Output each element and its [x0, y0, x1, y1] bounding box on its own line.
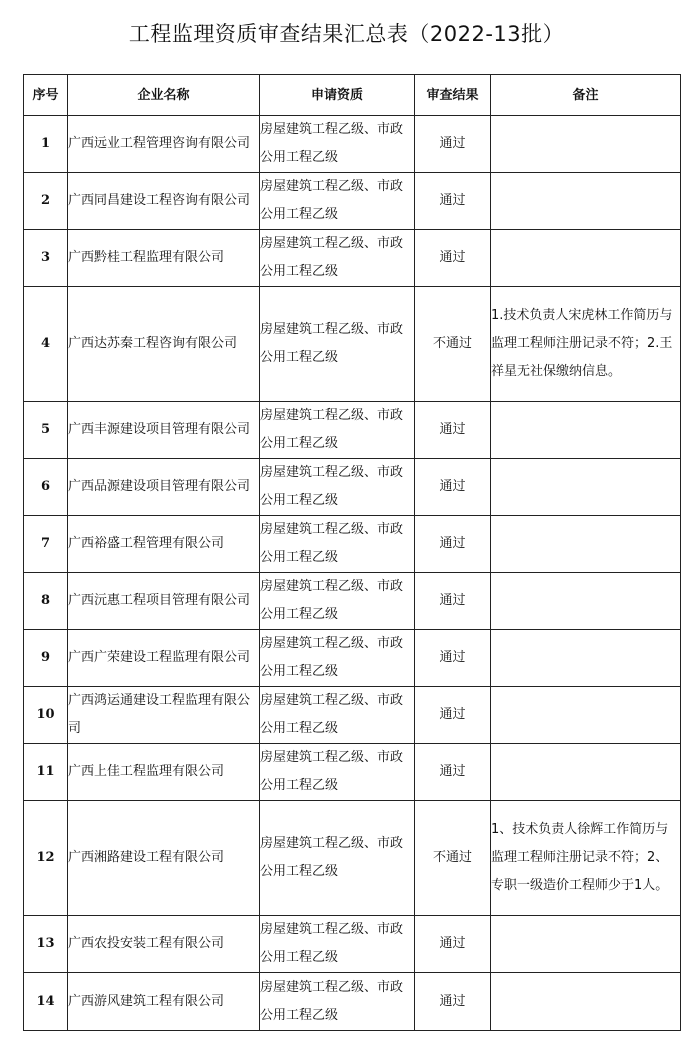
row-company: 广西丰源建设项目管理有限公司 [68, 402, 260, 459]
header-result: 审查结果 [415, 75, 491, 116]
row-result: 通过 [415, 973, 491, 1031]
row-company: 广西同昌建设工程咨询有限公司 [68, 173, 260, 230]
row-qualification: 房屋建筑工程乙级、市政公用工程乙级 [260, 573, 415, 630]
row-no: 11 [24, 744, 68, 801]
row-note [491, 116, 681, 173]
row-company: 广西广荣建设工程监理有限公司 [68, 630, 260, 687]
header-no: 序号 [24, 75, 68, 116]
row-note [491, 402, 681, 459]
row-no: 4 [24, 287, 68, 402]
row-no: 8 [24, 573, 68, 630]
table-row [24, 459, 681, 516]
results-table [23, 74, 681, 1031]
row-qualification: 房屋建筑工程乙级、市政公用工程乙级 [260, 116, 415, 173]
row-result: 不通过 [415, 801, 491, 916]
row-result: 通过 [415, 516, 491, 573]
table-row [24, 687, 681, 744]
table-row [24, 801, 681, 916]
table-row [24, 630, 681, 687]
row-result: 通过 [415, 916, 491, 973]
row-qualification: 房屋建筑工程乙级、市政公用工程乙级 [260, 173, 415, 230]
row-company: 广西鸿运通建设工程监理有限公司 [68, 687, 260, 744]
row-company: 广西黔桂工程监理有限公司 [68, 230, 260, 287]
header-qualification: 申请资质 [260, 75, 415, 116]
row-company: 广西上佳工程监理有限公司 [68, 744, 260, 801]
row-no: 7 [24, 516, 68, 573]
table-row [24, 230, 681, 287]
header-company: 企业名称 [68, 75, 260, 116]
row-note [491, 173, 681, 230]
row-no: 5 [24, 402, 68, 459]
table-row [24, 516, 681, 573]
row-no: 9 [24, 630, 68, 687]
row-no: 2 [24, 173, 68, 230]
row-no: 12 [24, 801, 68, 916]
row-company: 广西达苏秦工程咨询有限公司 [68, 287, 260, 402]
row-company: 广西裕盛工程管理有限公司 [68, 516, 260, 573]
table-row [24, 402, 681, 459]
row-note [491, 230, 681, 287]
row-result: 通过 [415, 116, 491, 173]
row-note [491, 687, 681, 744]
table-row [24, 744, 681, 801]
row-qualification: 房屋建筑工程乙级、市政公用工程乙级 [260, 230, 415, 287]
row-result: 通过 [415, 744, 491, 801]
row-no: 10 [24, 687, 68, 744]
row-qualification: 房屋建筑工程乙级、市政公用工程乙级 [260, 459, 415, 516]
row-qualification: 房屋建筑工程乙级、市政公用工程乙级 [260, 916, 415, 973]
row-note [491, 916, 681, 973]
table-row [24, 173, 681, 230]
row-no: 14 [24, 973, 68, 1031]
row-note [491, 516, 681, 573]
row-note [491, 744, 681, 801]
row-note [491, 459, 681, 516]
row-no: 1 [24, 116, 68, 173]
row-note [491, 630, 681, 687]
row-no: 3 [24, 230, 68, 287]
row-result: 通过 [415, 459, 491, 516]
row-no: 6 [24, 459, 68, 516]
row-company: 广西湘路建设工程有限公司 [68, 801, 260, 916]
row-result: 通过 [415, 230, 491, 287]
table-row [24, 116, 681, 173]
table-row [24, 973, 681, 1031]
table-row [24, 287, 681, 402]
table-row [24, 916, 681, 973]
row-result: 通过 [415, 173, 491, 230]
row-result: 通过 [415, 402, 491, 459]
row-result: 通过 [415, 687, 491, 744]
row-no: 13 [24, 916, 68, 973]
table-row [24, 573, 681, 630]
row-qualification: 房屋建筑工程乙级、市政公用工程乙级 [260, 516, 415, 573]
row-qualification: 房屋建筑工程乙级、市政公用工程乙级 [260, 287, 415, 402]
row-qualification: 房屋建筑工程乙级、市政公用工程乙级 [260, 744, 415, 801]
row-company: 广西沅惠工程项目管理有限公司 [68, 573, 260, 630]
row-result: 通过 [415, 630, 491, 687]
header-note: 备注 [491, 75, 681, 116]
row-company: 广西游风建筑工程有限公司 [68, 973, 260, 1031]
row-qualification: 房屋建筑工程乙级、市政公用工程乙级 [260, 801, 415, 916]
row-note [491, 573, 681, 630]
row-note: 1.技术负责人宋虎林工作简历与监理工程师注册记录不符；2.王祥星无社保缴纳信息。 [491, 287, 681, 402]
row-company: 广西农投安装工程有限公司 [68, 916, 260, 973]
row-company: 广西远业工程管理咨询有限公司 [68, 116, 260, 173]
row-qualification: 房屋建筑工程乙级、市政公用工程乙级 [260, 687, 415, 744]
table-header-row [24, 75, 681, 116]
row-qualification: 房屋建筑工程乙级、市政公用工程乙级 [260, 973, 415, 1031]
row-note [491, 973, 681, 1031]
row-qualification: 房屋建筑工程乙级、市政公用工程乙级 [260, 630, 415, 687]
page-title: 工程监理资质审查结果汇总表（2022-13批） [128, 22, 565, 46]
row-result: 通过 [415, 573, 491, 630]
row-result: 不通过 [415, 287, 491, 402]
row-note: 1、技术负责人徐辉工作简历与监理工程师注册记录不符；2、专职一级造价工程师少于1人。 [491, 801, 681, 916]
row-qualification: 房屋建筑工程乙级、市政公用工程乙级 [260, 402, 415, 459]
row-company: 广西品源建设项目管理有限公司 [68, 459, 260, 516]
